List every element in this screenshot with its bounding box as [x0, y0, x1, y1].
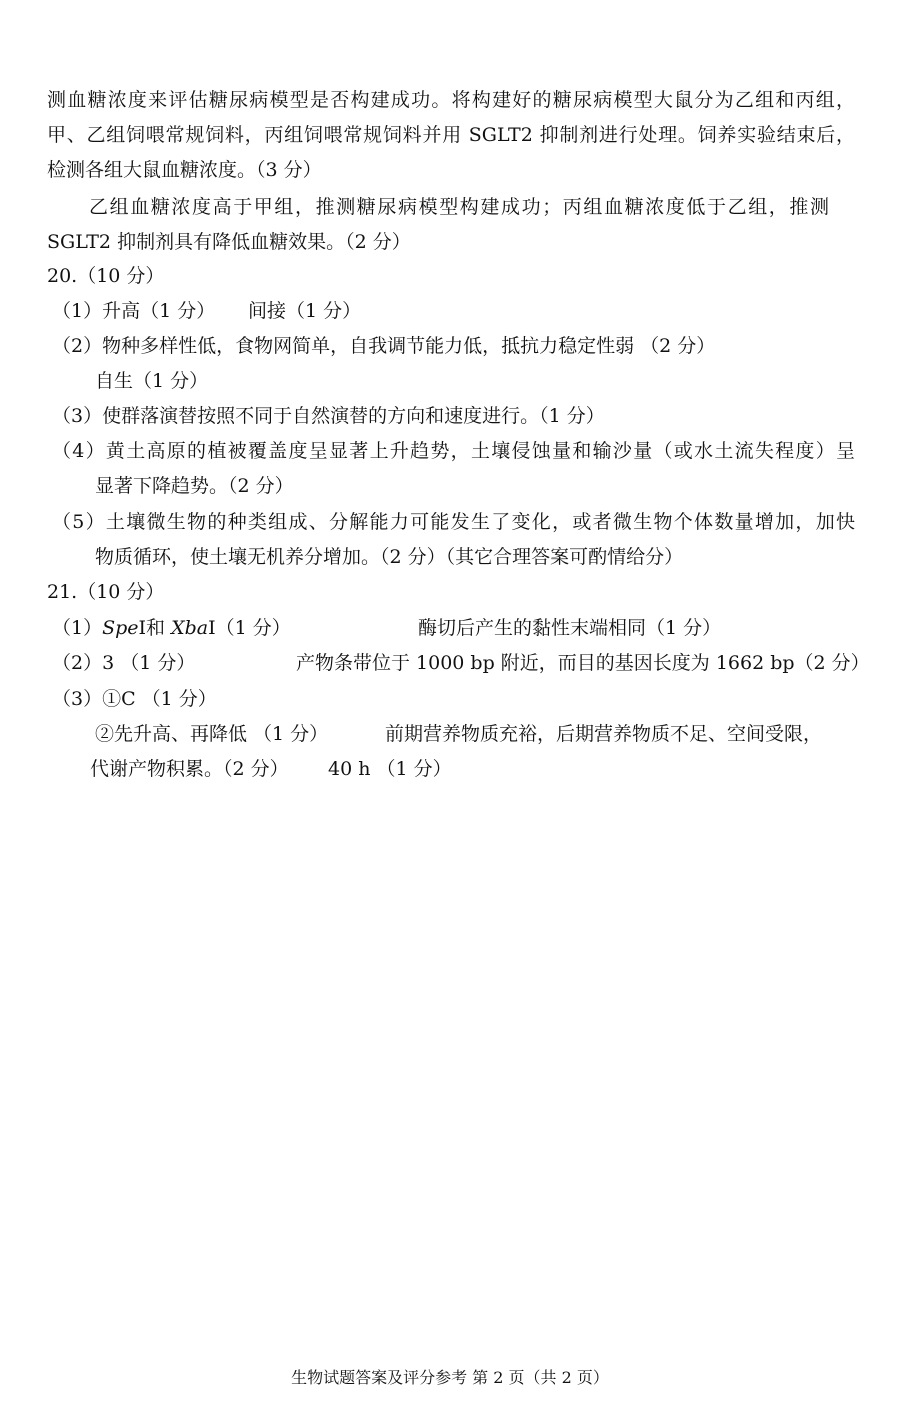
q20-answer-4-line-1: （4）黄土高原的植被覆盖度呈显著上升趋势，土壤侵蚀量和输沙量（或水土流失程度）呈 [52, 440, 855, 462]
q21-answer-1-part-2: 酶切后产生的黏性末端相同（1 分） [418, 617, 722, 639]
q21-answer-3-line-3-part-1: 代谢产物积累。（2 分） [90, 758, 289, 780]
q19-text-line-2: 甲、乙组饲喂常规饲料，丙组饲喂常规饲料并用 SGLT2 抑制剂进行处理。饲养实验结束后， [47, 124, 855, 146]
q19-answer-line-1: 乙组血糖浓度高于甲组，推测糖尿病模型构建成功；丙组血糖浓度低于乙组，推测 [89, 196, 829, 218]
q21-answer-2-part-1: （2）3 （1 分） [52, 652, 196, 674]
enzyme-xba-suffix: Ⅰ（1 分） [208, 617, 291, 639]
enzyme-spe-suffix: Ⅰ和 [138, 617, 172, 639]
q20-answer-1-part-1: （1）升高（1 分） [52, 300, 216, 322]
q20-answer-2-line-2: 自生（1 分） [95, 370, 209, 392]
q21-answer-3-line-2-part-2: 前期营养物质充裕，后期营养物质不足、空间受限， [385, 723, 823, 745]
q21-answer-1-part-1 [52, 614, 291, 642]
q19-text-line-3: 检测各组大鼠血糖浓度。（3 分） [47, 159, 322, 181]
q20-answer-4-line-2: 显著下降趋势。（2 分） [95, 475, 294, 497]
q19-answer-line-2: SGLT2 抑制剂具有降低血糖效果。（2 分） [47, 231, 411, 253]
q21-answer-2-part-2: 产物条带位于 1000 bp 附近，而目的基因长度为 1662 bp（2 分） [296, 652, 870, 674]
q20-header: 20.（10 分） [47, 265, 165, 287]
q19-text-line-1: 测血糖浓度来评估糖尿病模型是否构建成功。将构建好的糖尿病模型大鼠分为乙组和丙组， [47, 89, 855, 111]
q20-answer-5-line-1: （5）土壤微生物的种类组成、分解能力可能发生了变化，或者微生物个体数量增加，加快 [52, 511, 855, 533]
enzyme-spe-name: Spe [102, 617, 139, 639]
q20-answer-5-line-2: 物质循环，使土壤无机养分增加。（2 分）（其它合理答案可酌情给分） [95, 546, 684, 568]
q20-answer-1-part-2: 间接（1 分） [248, 300, 362, 322]
q20-answer-3: （3）使群落演替按照不同于自然演替的方向和速度进行。（1 分） [52, 405, 605, 427]
page-footer: 生物试题答案及评分参考 第 2 页（共 2 页） [291, 1368, 609, 1387]
enzyme-xba-name: Xba [171, 617, 209, 639]
q21-answer-3-line-2-part-1: ②先升高、再降低 （1 分） [95, 723, 329, 745]
q21-header: 21.（10 分） [47, 581, 165, 603]
q21-answer-1-prefix: （1） [52, 617, 103, 639]
q20-answer-2-line-1: （2）物种多样性低，食物网简单，自我调节能力低，抵抗力稳定性弱 （2 分） [52, 335, 716, 357]
q21-answer-3-line-1: （3）①C （1 分） [52, 688, 217, 710]
q21-answer-3-line-3-part-2: 40 h （1 分） [328, 758, 452, 780]
